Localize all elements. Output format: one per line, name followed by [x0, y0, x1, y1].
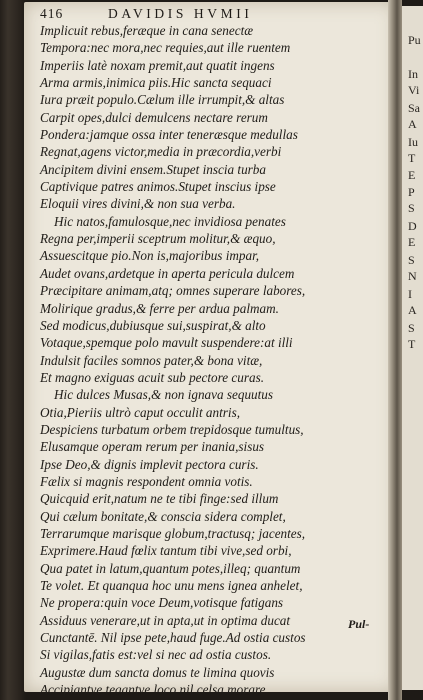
book-gutter	[388, 0, 402, 700]
facing-page-fragment: A	[408, 303, 417, 317]
facing-page-fragment: E	[408, 235, 416, 249]
poem-line: Præcipitare animam,atq; omnes superare labores,	[40, 283, 306, 299]
poem-line: Assiduus venerare,ut in apta,ut in optima ducat	[40, 612, 291, 628]
poem-line: Exprimere.Haud fœlix tantum tibi vive,sed orbi,	[40, 543, 292, 559]
poem-line: Implicuit rebus,feræque in cana senectæ	[40, 23, 254, 38]
poem-line: Ancipitem divini ensem.Stupet inscia turba	[40, 161, 266, 177]
poem-line: Indulsit faciles somnos pater,& bona vitæ,	[40, 352, 263, 368]
poem-line: Eloquii vires divini,& non sua verba.	[40, 196, 236, 212]
poem-line: Despiciens turbatum orbem trepidosque tumultus,	[40, 421, 304, 437]
catchword: Pul-	[348, 617, 370, 631]
poem-line: Carpit opes,dulci demulcens nectare rerum	[40, 109, 268, 125]
poem-line: Hic natos,famulosque,nec invidiosa penates	[54, 213, 286, 229]
poem-line: Arma armis,inimica piis.Hic sancta sequaci	[40, 75, 272, 91]
poem-line: Votaque,spemque polo mavult suspendere:at illi	[40, 335, 293, 351]
poem-line: Sed modicus,dubiusque sui,suspirat,& alto	[40, 317, 266, 333]
facing-page-fragment: E	[408, 168, 416, 182]
poem-line: Tempora:nec mora,nec requies,aut ille ruentem	[40, 40, 291, 56]
poem-line: Ne propera:quin voce Deum,votisque fatigans	[40, 595, 284, 611]
facing-page-fragment: P	[408, 185, 415, 199]
poem-line: Regnat,agens victor,media in præcordia,verbi	[40, 144, 282, 160]
facing-page-fragment: T	[408, 151, 416, 165]
poem-line: Otia,Pieriis ultrò caput occulit antris,	[40, 404, 241, 420]
facing-page-fragment: S	[408, 321, 415, 335]
poem-line: Audet ovans,ardetque in aperta pericula dulcem	[40, 265, 295, 281]
running-head	[40, 6, 375, 22]
poem-line: Cunctantē. Nil ipse pete,haud fuge.Ad ostia custos	[40, 630, 306, 646]
facing-page-fragment: D	[408, 219, 417, 233]
poem-line: Augustæ dum sancta domus te limina quovis	[40, 664, 275, 680]
facing-page-fragment: Vi	[408, 83, 420, 97]
poem-text	[40, 22, 380, 698]
facing-page-fragment: In	[408, 67, 418, 81]
poem-line: Pondera:jamque ossa inter teneræsque medullas	[40, 127, 298, 143]
facing-page-fragment: N	[408, 269, 417, 283]
facing-page-edge	[402, 6, 423, 690]
poem-line: Terrarumque marisque globum,tractusq; jacentes,	[40, 525, 306, 541]
poem-line: Ipse Deo,& dignis implevit pectora curis.	[40, 456, 259, 472]
poem-line: Hic dulces Musas,& non ignava sequutus	[54, 387, 274, 403]
facing-page-fragment: A	[408, 117, 417, 131]
facing-page-fragment: Pu	[408, 33, 421, 47]
facing-page-fragment: T	[408, 337, 416, 351]
facing-page-fragment: I	[408, 287, 412, 301]
poem-line: Assuescitque pio.Non is,majoribus impar,	[40, 248, 260, 264]
poem-line: Iura præit populo.Cælum ille irrumpit,& altas	[40, 92, 285, 108]
facing-page-fragment: Sa	[408, 101, 420, 115]
poem-line: Accipiantve,tegantve loco,nil celsa morare	[40, 682, 266, 698]
poem-line: Molirique gradus,& ferre per ardua palmam.	[40, 300, 279, 316]
poem-line: Quicquid erit,natum ne te tibi finge:sed illum	[40, 491, 279, 507]
facing-page-fragment: S	[408, 253, 415, 267]
poem-line: Qua patet in latum,quantum potes,illeq; quantum	[40, 560, 301, 576]
poem-line: Regna per,imperii sceptrum molitur,& æquo,	[40, 231, 276, 247]
poem-line: Qui cælum bonitate,& conscia sidera complet,	[40, 508, 286, 524]
poem-line: Et magno exiguas acuit sub pectore curas.	[40, 369, 265, 385]
poem-line: Elusamque operam rerum per inania,sisus	[40, 439, 265, 455]
poem-line: Imperiis latè noxam premit,aut quatit ingens	[40, 57, 275, 73]
facing-page-fragment: Iu	[408, 135, 418, 149]
page-number: 416	[40, 6, 64, 21]
poem-line: Captivique patres animos.Stupet inscius ipse	[40, 179, 276, 195]
poem-line: Te volet. Et quanqua hoc unu mens ignea anhelet,	[40, 578, 303, 593]
poem-line: Fælix si magnis respondent omnia votis.	[40, 473, 253, 489]
poem-line: Si vigilas,fatis est:vel si nec ad ostia custos.	[40, 647, 272, 663]
facing-page-fragment: S	[408, 201, 415, 215]
running-title: DAVIDIS HVMII	[108, 6, 253, 21]
